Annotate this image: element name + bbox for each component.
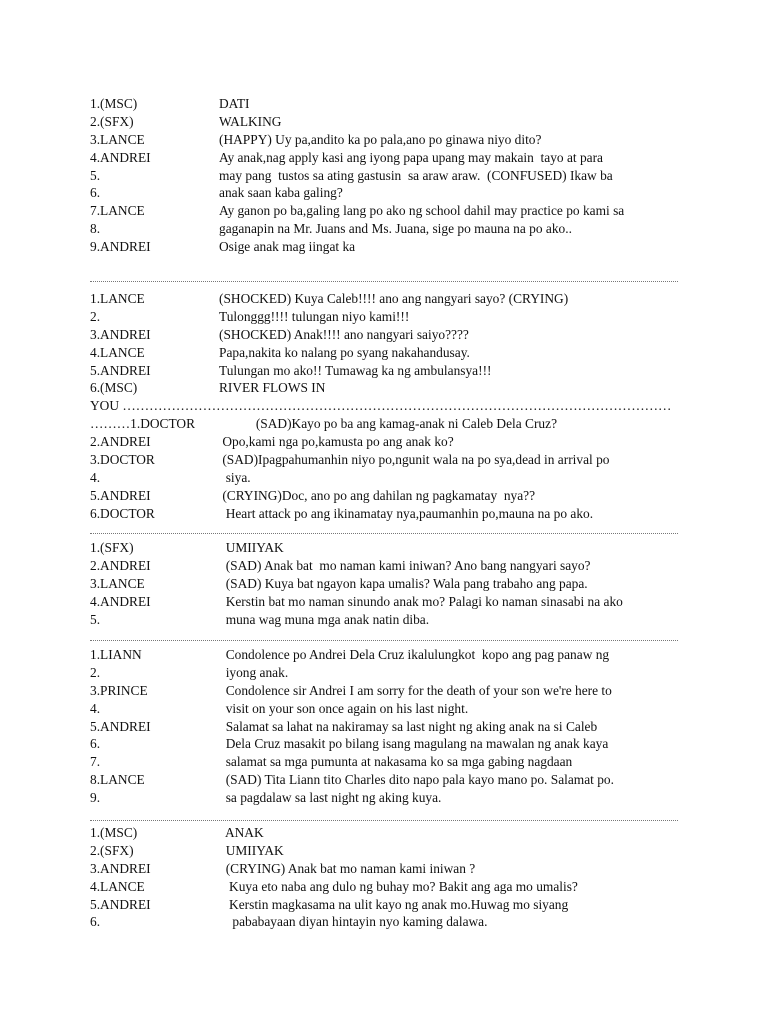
speaker-label: 6. [90,185,101,201]
dotted-separator [90,812,678,821]
speaker-label: 5. [90,167,101,183]
dialogue-text: salamat sa mga pumunta at nakasama ko sa mga gabing nagdaan [219,754,573,770]
dialogue-text: Opo,kami nga po,kamusta po ang anak ko? [219,434,454,450]
speaker-label: 5. [90,611,101,627]
speaker-label: 6.DOCTOR [90,505,155,521]
speaker-label: 6. [90,914,101,930]
dialogue-text: UMIIYAK [219,540,284,555]
dialogue-text: Papa,nakita ko nalang po syang nakahandusay. [219,344,470,360]
dialogue-text: UMIIYAK [219,842,284,858]
dialogue-text: (HAPPY) Uy pa,andito ka po pala,ano po ginawa niyo dito? [219,131,542,147]
dialogue-text: Condolence po Andrei Dela Cruz ikalulungkot kopo ang pag panaw ng [219,647,610,662]
dialogue-text: WALKING [219,113,282,129]
speaker-label: 1.LIANN [90,647,142,662]
script-line [0,415,768,433]
scene-section-4 [0,646,768,807]
speaker-label: 4.LANCE [90,878,145,894]
speaker-label: 6.(MSC) [90,380,138,396]
script-line [0,308,768,326]
script-line [0,433,768,451]
dialogue-text: visit on your son once again on his last night. [219,700,469,716]
speaker-label: 2.ANDREI [90,557,151,573]
dialogue-text: anak saan kaba galing? [219,185,343,201]
speaker-label: 5.ANDREI [90,487,151,503]
script-line [0,487,768,505]
script-line [0,113,768,131]
speaker-label: 4. [90,469,101,485]
script-line [0,539,768,557]
dotted-separator [90,632,678,641]
dialogue-text: siya. [219,469,251,485]
script-line [0,718,768,736]
scene-section-1 [0,95,768,256]
speaker-label: 8. [90,221,101,237]
dialogue-text: Ay anak,nag apply kasi ang iyong papa upang may makain tayo at para [219,149,603,165]
speaker-label: 3.LANCE [90,131,145,147]
dialogue-text: gaganapin na Mr. Juans and Ms. Juana, sige po mauna na po ako.. [219,221,572,237]
speaker-label: YOU …………………………………………………………………………………………………………… [90,398,672,414]
speaker-label: 7. [90,754,101,770]
script-line [0,167,768,185]
scene-section-2 [0,290,768,523]
speaker-label: 2. [90,664,101,680]
script-line [0,842,768,860]
script-line [0,860,768,878]
speaker-label: 1.(MSC) [90,825,138,840]
script-line [0,344,768,362]
speaker-label: 4.ANDREI [90,149,151,165]
speaker-label: 3.PRINCE [90,682,148,698]
script-line [0,149,768,167]
dialogue-text: Dela Cruz masakit po bilang isang magulang na mawalan ng anak kaya [219,736,609,752]
speaker-label: 4.ANDREI [90,593,151,609]
script-line [0,379,768,397]
script-line [0,896,768,914]
speaker-label: 9.ANDREI [90,239,151,255]
speaker-label: 1.(MSC) [90,96,138,111]
dialogue-text: (SAD)Ipagpahumanhin niyo po,ngunit wala na po sya,dead in arrival po [219,452,610,468]
script-line [0,326,768,344]
script-line [0,290,768,308]
script-line [0,878,768,896]
script-line [0,95,768,113]
dotted-separator [90,273,678,282]
speaker-label: 4.LANCE [90,344,145,360]
dialogue-text: DATI [219,96,250,111]
script-line [0,557,768,575]
script-line [0,735,768,753]
dialogue-text: RIVER FLOWS IN [219,380,326,396]
dialogue-text: Kuya eto naba ang dulo ng buhay mo? Bakit ang aga mo umalis? [219,878,578,894]
speaker-label: ………1.DOCTOR [90,416,196,432]
speaker-label: 2.(SFX) [90,113,134,129]
scene-section-3 [0,539,768,628]
script-line [0,575,768,593]
dialogue-text: Tulungan mo ako!! Tumawag ka ng ambulansya!!! [219,362,492,378]
dotted-separator [90,525,678,534]
dialogue-text: Condolence sir Andrei I am sorry for the death of your son we're here to [219,682,612,698]
speaker-label: 5.ANDREI [90,896,151,912]
script-line [0,202,768,220]
speaker-label: 3.DOCTOR [90,452,155,468]
script-line [0,664,768,682]
script-line [0,397,768,415]
dialogue-text: (CRYING) Anak bat mo naman kami iniwan ? [219,860,476,876]
speaker-label: 3.LANCE [90,575,145,591]
speaker-label: 2.ANDREI [90,434,151,450]
script-line [0,238,768,256]
script-line [0,593,768,611]
script-line [0,700,768,718]
script-line [0,824,768,842]
dialogue-text: (SAD)Kayo po ba ang kamag-anak ni Caleb Dela Cruz? [219,416,558,432]
speaker-label: 4. [90,700,101,716]
speaker-label: 3.ANDREI [90,860,151,876]
dialogue-text: Salamat sa lahat na nakiramay sa last night ng aking anak na si Caleb [219,718,598,734]
dialogue-text: (SAD) Anak bat mo naman kami iniwan? Ano bang nangyari sayo? [219,557,591,573]
script-line [0,220,768,238]
dialogue-text: Kerstin bat mo naman sinundo anak mo? Palagi ko naman sinasabi na ako [219,593,623,609]
dialogue-text: may pang tustos sa ating gastusin sa araw araw. (CONFUSED) Ikaw ba [219,167,613,183]
script-line [0,913,768,931]
script-line [0,611,768,629]
dialogue-text: (SAD) Kuya bat ngayon kapa umalis? Wala pang trabaho ang papa. [219,575,588,591]
dialogue-text: Osige anak mag iingat ka [219,239,356,255]
script-line [0,753,768,771]
speaker-label: 8.LANCE [90,772,145,788]
script-line [0,131,768,149]
speaker-label: 5.ANDREI [90,362,151,378]
dialogue-text: Kerstin magkasama na ulit kayo ng anak mo.Huwag mo siyang [219,896,569,912]
dialogue-text: Tulonggg!!!! tulungan niyo kami!!! [219,308,410,324]
speaker-label: 2.(SFX) [90,842,134,858]
script-line [0,184,768,202]
script-line [0,682,768,700]
speaker-label: 5.ANDREI [90,718,151,734]
dialogue-text: Ay ganon po ba,galing lang po ako ng school dahil may practice po kami sa [219,203,625,219]
dialogue-text: iyong anak. [219,664,289,680]
speaker-label: 3.ANDREI [90,326,151,342]
dialogue-text: Heart attack po ang ikinamatay nya,paumanhin po,mauna na po ako. [219,505,594,521]
script-line [0,789,768,807]
dialogue-text: sa pagdalaw sa last night ng aking kuya. [219,790,442,806]
dialogue-text: pababayaan diyan hintayin nyo kaming dalawa. [219,914,488,930]
speaker-label: 7.LANCE [90,203,145,219]
dialogue-text: muna wag muna mga anak natin diba. [219,611,430,627]
script-line [0,451,768,469]
dialogue-text: (SAD) Tita Liann tito Charles dito napo pala kayo mano po. Salamat po. [219,772,614,788]
script-line [0,771,768,789]
dialogue-text: (CRYING)Doc, ano po ang dahilan ng pagkamatay nya?? [219,487,536,503]
speaker-label: 6. [90,736,101,752]
speaker-label: 2. [90,308,101,324]
speaker-label: 9. [90,790,101,806]
script-line [0,646,768,664]
dialogue-text: ANAK [219,825,264,840]
dialogue-text: (SHOCKED) Anak!!!! ano nangyari saiyo???? [219,326,469,342]
script-line [0,505,768,523]
script-line [0,362,768,380]
dialogue-text: (SHOCKED) Kuya Caleb!!!! ano ang nangyari sayo? (CRYING) [219,291,569,306]
scene-section-5 [0,824,768,931]
script-line [0,469,768,487]
speaker-label: 1.LANCE [90,291,145,306]
speaker-label: 1.(SFX) [90,540,134,555]
